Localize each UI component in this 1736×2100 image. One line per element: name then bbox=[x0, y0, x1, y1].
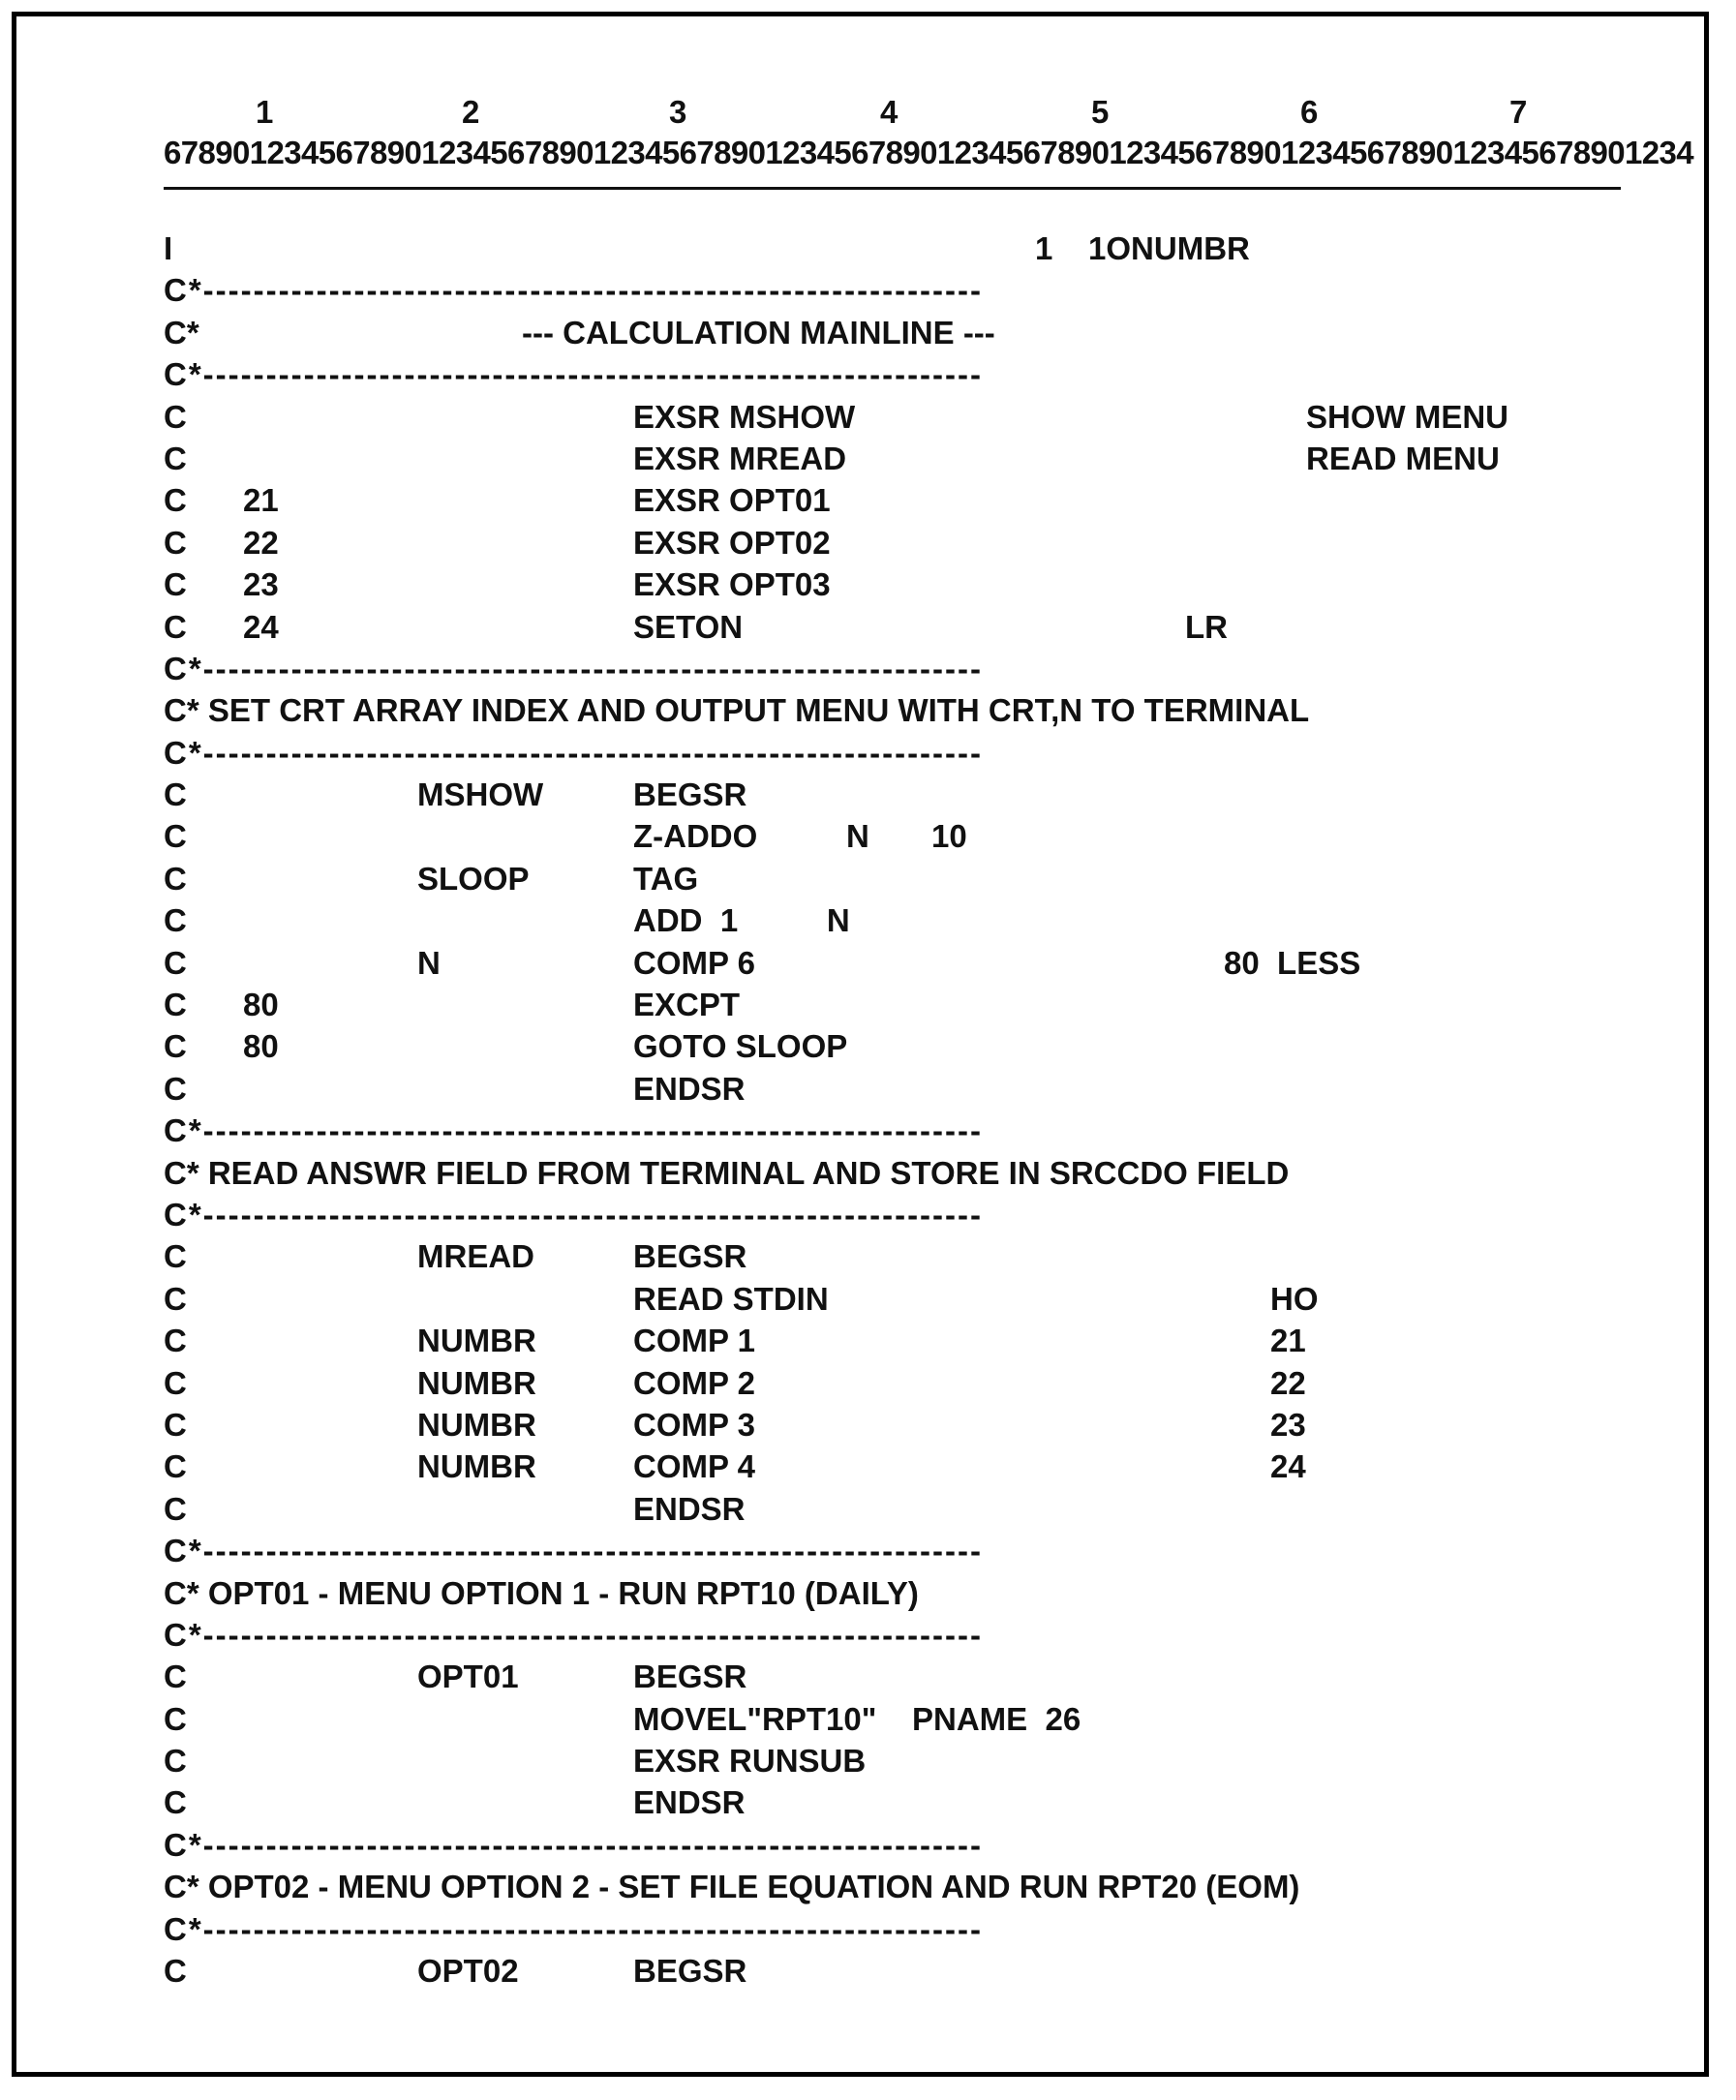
code-line bbox=[164, 1533, 1626, 1574]
code-field-c1: I bbox=[164, 230, 173, 266]
code-field-c1: C bbox=[164, 524, 187, 561]
code-field-c2: 24 bbox=[243, 608, 279, 645]
code-field-c4: COMP 1 bbox=[633, 1323, 755, 1359]
source-listing bbox=[164, 94, 1694, 1994]
code-line bbox=[164, 1238, 1626, 1280]
code-field-c5: LR bbox=[1185, 608, 1228, 645]
code-field-c5: 24 bbox=[1270, 1448, 1306, 1485]
code-field-c1: C bbox=[164, 1406, 187, 1443]
code-field-c5: 22 bbox=[1270, 1364, 1306, 1401]
code-field-c1: C*-------------------------------------------------------------- bbox=[164, 1112, 984, 1149]
code-line bbox=[164, 1869, 1626, 1910]
code-field-c4: MOVEL"RPT10" PNAME 26 bbox=[633, 1700, 1081, 1737]
code-field-c4: READ STDIN bbox=[633, 1280, 829, 1317]
code-field-c5: 80 LESS bbox=[1224, 944, 1361, 981]
code-field-c1: C bbox=[164, 1659, 187, 1695]
code-field-c1: C bbox=[164, 1490, 187, 1527]
code-field-c2: 21 bbox=[243, 482, 279, 519]
code-field-c1: C*-------------------------------------------------------------- bbox=[164, 1826, 984, 1863]
code-field-c1: C bbox=[164, 902, 187, 939]
code-field-c3: NUMBR bbox=[417, 1364, 536, 1401]
code-field-c1: C bbox=[164, 1070, 187, 1107]
code-line bbox=[164, 776, 1626, 818]
code-field-c1: C bbox=[164, 776, 187, 813]
code-field-c1: C bbox=[164, 398, 187, 435]
code-line bbox=[164, 692, 1626, 734]
code-field-c3: OPT02 bbox=[417, 1953, 519, 1990]
code-field-c1: C*-------------------------------------------------------------- bbox=[164, 356, 984, 393]
code-field-c1: C*-------------------------------------------------------------- bbox=[164, 734, 984, 771]
ruler-tens-mark: 1 bbox=[256, 94, 274, 130]
code-field-c4: ENDSR bbox=[633, 1070, 746, 1107]
code-field-c1: C bbox=[164, 608, 187, 645]
code-field-c1: C bbox=[164, 482, 187, 519]
code-line bbox=[164, 1617, 1626, 1659]
code-line bbox=[164, 1197, 1626, 1238]
code-field-c1: C bbox=[164, 860, 187, 897]
code-line bbox=[164, 1701, 1626, 1743]
ruler-tens-mark: 7 bbox=[1509, 94, 1528, 130]
code-line bbox=[164, 441, 1626, 482]
code-field-c5: 21 bbox=[1270, 1323, 1306, 1359]
code-field-c4: EXCPT bbox=[633, 987, 741, 1023]
code-line bbox=[164, 1743, 1626, 1784]
code-field-c4: ENDSR bbox=[633, 1490, 746, 1527]
code-field-c1: C* OPT01 - MENU OPTION 1 - RUN RPT10 (DAILY) bbox=[164, 1574, 919, 1611]
code-field-c3: N bbox=[417, 944, 441, 981]
code-line bbox=[164, 861, 1626, 902]
code-line bbox=[164, 1575, 1626, 1617]
code-line bbox=[164, 1659, 1626, 1700]
code-field-c1: C*-------------------------------------------------------------- bbox=[164, 1196, 984, 1233]
code-lines bbox=[164, 230, 1626, 1994]
code-field-c4: EXSR MSHOW bbox=[633, 398, 856, 435]
code-field-c1: C bbox=[164, 1323, 187, 1359]
code-field-c1: C* SET CRT ARRAY INDEX AND OUTPUT MENU WITH CRT,N TO TERMINAL bbox=[164, 692, 1310, 729]
code-field-c2: --- CALCULATION MAINLINE --- bbox=[522, 314, 995, 350]
code-field-c1: C*-------------------------------------------------------------- bbox=[164, 1533, 984, 1569]
code-field-c3: NUMBR bbox=[417, 1448, 536, 1485]
code-field-c4: EXSR MREAD bbox=[633, 440, 847, 476]
code-field-c1: C*-------------------------------------------------------------- bbox=[164, 1616, 984, 1653]
ruler-tens-mark: 5 bbox=[1091, 94, 1110, 130]
code-line bbox=[164, 1911, 1626, 1953]
code-line bbox=[164, 566, 1626, 608]
code-field-c4: BEGSR bbox=[633, 776, 747, 813]
column-ruler-digits: 67890123456789012345678901234567890123456789012345678901234567890123456789012345678901234 bbox=[164, 135, 1694, 170]
code-line bbox=[164, 399, 1626, 441]
code-field-c1: C bbox=[164, 987, 187, 1023]
code-line bbox=[164, 1827, 1626, 1869]
code-field-c4: EXSR OPT02 bbox=[633, 524, 831, 561]
code-field-c6: SHOW MENU bbox=[1306, 398, 1508, 435]
code-line bbox=[164, 1407, 1626, 1448]
code-field-c3: NUMBR bbox=[417, 1406, 536, 1443]
code-line bbox=[164, 356, 1626, 398]
code-field-c5: 23 bbox=[1270, 1406, 1306, 1443]
code-field-c1: C bbox=[164, 1448, 187, 1485]
code-line bbox=[164, 902, 1626, 944]
code-field-c4: COMP 3 bbox=[633, 1406, 755, 1443]
code-field-c2: 80 bbox=[243, 987, 279, 1023]
code-field-c4: EXSR RUNSUB bbox=[633, 1743, 867, 1780]
code-field-c1: C bbox=[164, 944, 187, 981]
code-field-c1: C bbox=[164, 1364, 187, 1401]
ruler-tens-mark: 2 bbox=[462, 94, 480, 130]
code-field-c1: C bbox=[164, 1743, 187, 1780]
code-line bbox=[164, 1323, 1626, 1364]
code-field-c1: C* READ ANSWR FIELD FROM TERMINAL AND STORE IN SRCCDO FIELD bbox=[164, 1154, 1290, 1191]
code-line bbox=[164, 651, 1626, 692]
code-field-c4: ADD 1 N bbox=[633, 902, 850, 939]
code-field-c1: C bbox=[164, 1784, 187, 1821]
code-line bbox=[164, 1953, 1626, 1994]
code-field-c5: HO bbox=[1270, 1280, 1319, 1317]
code-field-c1: C* bbox=[164, 314, 199, 350]
code-field-c4: TAG bbox=[633, 860, 699, 897]
code-field-c1: C bbox=[164, 1028, 187, 1065]
code-line bbox=[164, 1365, 1626, 1407]
ruler-tens-mark: 6 bbox=[1300, 94, 1319, 130]
code-field-c1: C bbox=[164, 566, 187, 603]
code-line bbox=[164, 1028, 1626, 1070]
code-field-c1: C bbox=[164, 818, 187, 855]
code-field-c4: BEGSR bbox=[633, 1238, 747, 1275]
code-line bbox=[164, 525, 1626, 566]
code-field-c3: SLOOP bbox=[417, 860, 530, 897]
code-field-c4: COMP 2 bbox=[633, 1364, 755, 1401]
code-field-c4: ENDSR bbox=[633, 1784, 746, 1821]
code-line bbox=[164, 1448, 1626, 1490]
ruler-tens-mark: 3 bbox=[669, 94, 687, 130]
code-line bbox=[164, 272, 1626, 314]
code-field-c1: C bbox=[164, 440, 187, 476]
code-field-c1: C*-------------------------------------------------------------- bbox=[164, 272, 984, 309]
code-field-c1: C*-------------------------------------------------------------- bbox=[164, 1910, 984, 1947]
code-field-c2: 80 bbox=[243, 1028, 279, 1065]
code-field-c3: MREAD bbox=[417, 1238, 534, 1275]
code-line bbox=[164, 987, 1626, 1028]
code-line bbox=[164, 230, 1626, 272]
code-field-c4: EXSR OPT01 bbox=[633, 482, 831, 519]
code-line bbox=[164, 482, 1626, 524]
column-ruler-tens bbox=[164, 94, 1626, 135]
code-field-c3: MSHOW bbox=[417, 776, 544, 813]
code-line bbox=[164, 1784, 1626, 1826]
code-line bbox=[164, 1155, 1626, 1197]
code-line bbox=[164, 1112, 1626, 1154]
code-field-c1: C* OPT02 - MENU OPTION 2 - SET FILE EQUATION AND RUN RPT20 (EOM) bbox=[164, 1869, 1300, 1905]
code-line bbox=[164, 1071, 1626, 1112]
code-field-c6: READ MENU bbox=[1306, 440, 1500, 476]
document-frame bbox=[12, 12, 1709, 2077]
code-line bbox=[164, 609, 1626, 651]
ruler-tens-mark: 4 bbox=[880, 94, 898, 130]
code-line bbox=[164, 818, 1626, 860]
code-field-c1: C*-------------------------------------------------------------- bbox=[164, 650, 984, 686]
code-field-c5: 1 1ONUMBR bbox=[1035, 230, 1250, 266]
code-line bbox=[164, 1491, 1626, 1533]
code-field-c4: EXSR OPT03 bbox=[633, 566, 831, 603]
code-field-c4: SETON bbox=[633, 608, 744, 645]
code-line bbox=[164, 945, 1626, 987]
code-field-c1: C bbox=[164, 1953, 187, 1990]
code-field-c2: 23 bbox=[243, 566, 279, 603]
code-field-c3: NUMBR bbox=[417, 1323, 536, 1359]
code-field-c1: C bbox=[164, 1238, 187, 1275]
code-field-c4: Z-ADDO N 10 bbox=[633, 818, 967, 855]
code-field-c4: COMP 4 bbox=[633, 1448, 755, 1485]
code-field-c1: C bbox=[164, 1280, 187, 1317]
code-field-c4: GOTO SLOOP bbox=[633, 1028, 848, 1065]
code-line bbox=[164, 735, 1626, 776]
code-line bbox=[164, 1281, 1626, 1323]
code-field-c3: OPT01 bbox=[417, 1659, 519, 1695]
code-field-c4: BEGSR bbox=[633, 1953, 747, 1990]
code-field-c2: 22 bbox=[243, 524, 279, 561]
code-field-c4: COMP 6 bbox=[633, 944, 755, 981]
code-field-c1: C bbox=[164, 1700, 187, 1737]
code-field-c4: BEGSR bbox=[633, 1659, 747, 1695]
ruler-divider bbox=[164, 187, 1621, 190]
code-line bbox=[164, 315, 1626, 356]
